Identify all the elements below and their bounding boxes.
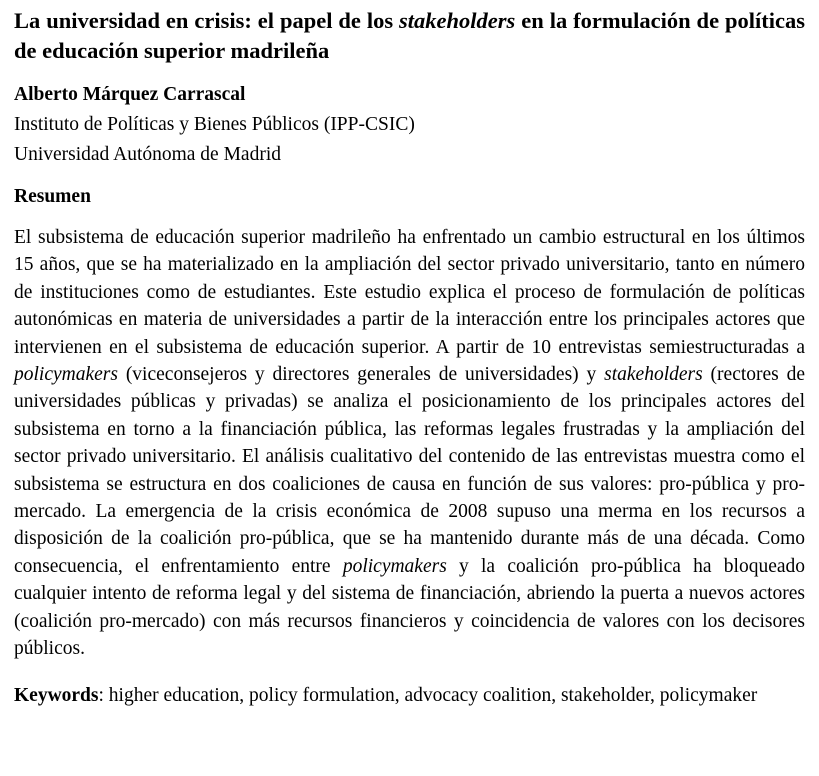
paper-title [14,6,805,66]
abstract-italic-3: policymakers [342,555,447,577]
title-italic-term: stakeholders [399,8,516,33]
title-part-1: La universidad en crisis: el papel de los [14,8,400,33]
author-affiliation-2: Universidad Autónoma de Madrid [14,144,281,165]
keywords-line [14,682,805,709]
author-block [14,80,805,170]
abstract-italic-2: stakeholders [604,364,703,386]
title-part-2: en la formulación de políticas de educación superior madrileña [14,8,805,63]
abstract-segment-3: (rectores de universidades públicas y privadas) se analiza el posicionamiento de los principales actores del subsistema en torno a la financiación pública, las reformas legales frustradas y la ampliación del sector privado universitario. El análisis cualitativo del contenido de las entrevistas muestra como el subsistema se estructura en dos coaliciones de causa en función de sus valores: pro-pública y pro-mercado. La emergencia de la crisis económica de 2008 supuso una merma en los recursos a disposición de la coalición pro-pública, que se ha mantenido durante más de una década. Como consecuencia, el enfrentamiento entre [14,364,805,577]
keywords-text: : higher education, policy formulation, advocacy coalition, stakeholder, policymaker [98,685,758,706]
abstract-segment-4: y la coalición pro-pública ha bloqueado cualquier intento de reforma legal y del sistema de financiación, abriendo la puerta a nuevos actores (coalición pro-mercado) con más recursos financieros y coincidencia de valores con los decisores públicos. [14,555,806,660]
abstract-heading: Resumen [14,186,91,207]
abstract-text [14,224,805,663]
author-name: Alberto Márquez Carrascal [14,84,246,105]
keywords-label: Keywords [14,685,99,706]
abstract-segment-1: El subsistema de educación superior madrileño ha enfrentado un cambio estructural en los últimos 15 años, que se ha materializado en la ampliación del sector privado universitario, tanto en número de instituciones como de estudiantes. Este estudio explica el proceso de formulación de políticas autonómicas en materia de universidades a partir de la interacción entre los principales actores que intervienen en el subsistema de educación superior. A partir de 10 entrevistas semiestructuradas a [14,227,805,358]
abstract-italic-1: policymakers [14,364,118,386]
author-affiliation-1: Instituto de Políticas y Bienes Públicos (IPP-CSIC) [14,114,415,135]
abstract-segment-2: (viceconsejeros y directores generales de universidades) y [117,364,605,386]
